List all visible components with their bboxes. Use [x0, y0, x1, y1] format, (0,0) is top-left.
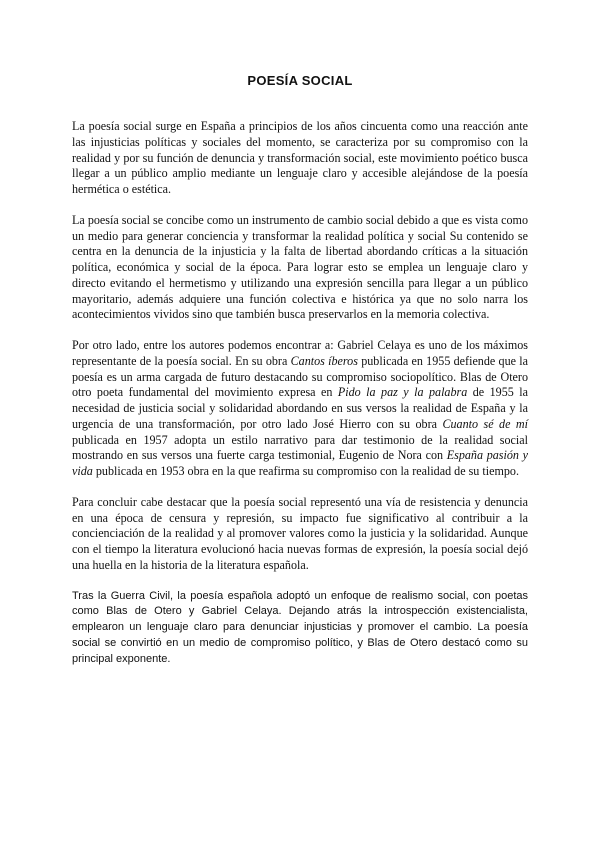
paragraph-conclusion: Para concluir cabe destacar que la poesía social representó una vía de resistencia y denuncia en una época de censura y represión, su impacto fue significativo al contribuir a la concienciación de la realidad y al promover valores como la justicia y la solidaridad. Aunque con el tiempo la literatura evolucionó hacia nuevas formas de expresión, la poesía social dejó una huella en la historia de la literatura española. [72, 494, 528, 572]
document-body [72, 119, 528, 682]
paragraph-concept: La poesía social se concibe como un instrumento de cambio social debido a que es vista como un medio para generar conciencia y transformar la realidad política y social Su contenido se centra en la denuncia de la injusticia y la falta de libertad abordando críticas a la situación política, económica y social de la época. Para lograr esto se emplea un lenguaje claro y directo evitando el hermetismo y utilizando una expresión sencilla para llegar a un público mayoritario, además adquiere una función colectiva e histórica ya que no solo narra los acontecimientos vividos sino que también busca preservarlos en la memoria colectiva. [72, 212, 528, 322]
work-title-espana-pasion-y-vida: España pasión y vida [72, 448, 528, 478]
authors-text-2: publicada en 1955 defiende que la poesía es un arma cargada de futuro destacando su compromiso sociopolítico. Blas de Otero otro poeta fundamental del movimiento expresa en [72, 353, 528, 400]
authors-text-4: publicada en 1957 adopta un estilo narrativo para dar testimonio de la realidad social mostrando en sus versos una fuerte carga testimonial, Eugenio de Nora con [72, 432, 528, 463]
authors-text-3: de 1955 la necesidad de justicia social y solidaridad abordando en sus versos la realidad de España y la urgencia de una transformación, por otro lado José Hierro con su obra [72, 385, 528, 431]
paragraph-intro: La poesía social surge en España a principios de los años cincuenta como una reacción ante las injusticias políticas y sociales del momento, se caracteriza por su compromiso con la realidad y por su función de denuncia y transformación social, este movimiento poético busca llegar a un público amplio mediante un lenguaje claro y accesible alejándose de la poesía hermética o estética. [72, 119, 528, 196]
work-title-pido-la-paz: Pido la paz y la palabra [337, 385, 468, 400]
paragraph-authors [72, 338, 528, 480]
authors-text-5: publicada en 1953 obra en la que reafirma su compromiso con la realidad de su tiempo. [92, 464, 519, 478]
work-title-cuanto-se-de-mi: Cuanto sé de mí [442, 416, 528, 431]
paragraph-summary: Tras la Guerra Civil, la poesía española adoptó un enfoque de realismo social, con poetas como Blas de Otero y Gabriel Celaya. Dejando atrás la introspección existencialista, emplearon un lenguaje claro para denunciar injusticias y promover el cambio. La poesía social se convirtió en un medio de compromiso político, y Blas de Otero destacó como su principal exponente. [72, 589, 528, 665]
authors-text-1: Por otro lado, entre los autores podemos encontrar a: Gabriel Celaya es uno de los máximos representante de la poesía social. En su obra [72, 338, 528, 368]
page-title: POESÍA SOCIAL [247, 73, 353, 88]
work-title-cantos-iberos: Cantos íberos [290, 353, 358, 368]
